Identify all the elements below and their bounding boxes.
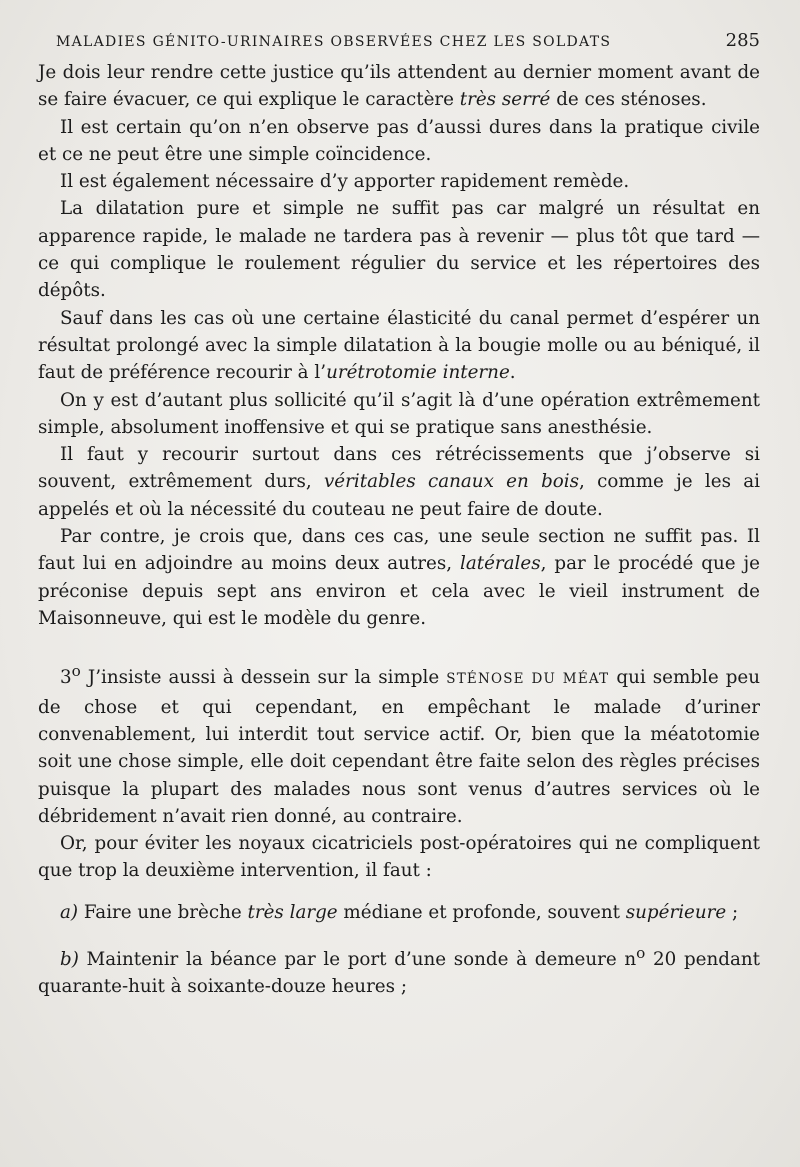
p5-emphasis: urétrotomie interne (326, 362, 510, 384)
p1-text-a: Je dois leur rendre cette justice qu’ils attendent au dernier moment avant de se faire évacuer, ce qui explique le caractère (38, 62, 760, 111)
list-item-a (38, 899, 760, 926)
item-b-text-b: 20 pendant quarante-huit à soixante-douze heures ; (38, 949, 760, 998)
paragraph-7 (38, 441, 760, 523)
list-item-b (38, 940, 760, 1001)
item-a-emphasis-2: supérieure (625, 901, 727, 923)
p1-emphasis: très serré (459, 89, 551, 111)
p1-text-b: de ces sténoses. (550, 89, 707, 111)
paragraph-3: Il est également nécessaire d’y apporter rapidement remède. (60, 171, 630, 193)
running-head (56, 30, 760, 51)
item-a-text-c: ; (726, 901, 739, 923)
p8-text-b: , par le procédé que je préconise depuis sept ans environ et cela avec le vieil instrument de Maisonneuve, qui est le modèle du genre. (38, 553, 760, 629)
item-b-text-a: Maintenir la béance par le port d’une sonde à demeure n (78, 949, 637, 971)
p8-text-a: Par contre, je crois que, dans ces cas, une seule section ne suffit pas. Il faut lui en adjoindre au moins deux autres, (38, 526, 760, 575)
paragraph-10: Or, pour éviter les noyaux cicatriciels post-opératoires qui ne compliquent que trop la deuxième intervention, il faut : (38, 833, 760, 882)
paragraph-9 (38, 658, 760, 830)
p9-text-b: qui semble peu de chose et qui cependant, en empêchant le malade d’uriner convenablement, lui interdit tout service actif. Or, bien que la méatotomie soit une chose simple, elle doit cependant être faite selon des règles précises puisque la plupart des malades nous sont venus d’autres services où le débridement n’avait rien donné, au contraire. (38, 667, 760, 827)
item-a-text-a: Faire une brèche (78, 901, 248, 923)
section-number-sup: o (71, 662, 81, 681)
paragraph-5 (38, 305, 760, 387)
p5-text-b: . (509, 362, 516, 384)
paragraph-8 (38, 523, 760, 632)
paragraph-4: La dilatation pure et simple ne suffit pas car malgré un résultat en apparence rapide, le malade ne tardera pas à revenir — plus tôt que tard — ce qui complique le roulement régulier du service et les répertoires des dépôts. (38, 198, 760, 302)
p9-small-caps: STÉNOSE DU MÉAT (446, 671, 610, 688)
p7-text-a: Il faut y recourir surtout dans ces rétrécissements que j’observe si souvent, extrêmement durs, (38, 444, 760, 493)
item-a-emphasis-1: très large (247, 901, 338, 923)
running-title: MALADIES GÉNITO-URINAIRES OBSERVÉES CHEZ LES SOLDATS (56, 34, 612, 50)
p7-emphasis: véritables canaux en bois (323, 471, 580, 493)
p7-text-b: , comme je les ai appelés et où la nécessité du couteau ne peut faire de doute. (38, 471, 760, 520)
paragraph-1 (38, 59, 760, 114)
section-number: 3 (60, 667, 72, 689)
paragraph-2: Il est certain qu’on n’en observe pas d’aussi dures dans la pratique civile et ce ne peut être une simple coïncidence. (38, 116, 760, 165)
page-number: 285 (725, 30, 760, 51)
item-b-sup: o (636, 944, 646, 962)
list-item-a-label: a) (60, 901, 79, 923)
p5-text-a: Sauf dans les cas où une certaine élasticité du canal permet d’espérer un résultat prolongé avec la simple dilatation à la bougie molle ou au béniqué, il faut de préférence recourir à l’ (38, 307, 760, 384)
body-text (38, 59, 760, 1001)
item-a-text-b: médiane et profonde, souvent (337, 901, 626, 923)
p9-text-a: J’insiste aussi à dessein sur la simple (80, 667, 447, 689)
p8-emphasis: latérales (460, 553, 541, 575)
paragraph-6: On y est d’autant plus sollicité qu’il s’agit là d’une opération extrêmement simple, absolument inoffensive et qui se pratique sans anesthésie. (38, 389, 760, 438)
list-item-b-label: b) (60, 949, 79, 971)
